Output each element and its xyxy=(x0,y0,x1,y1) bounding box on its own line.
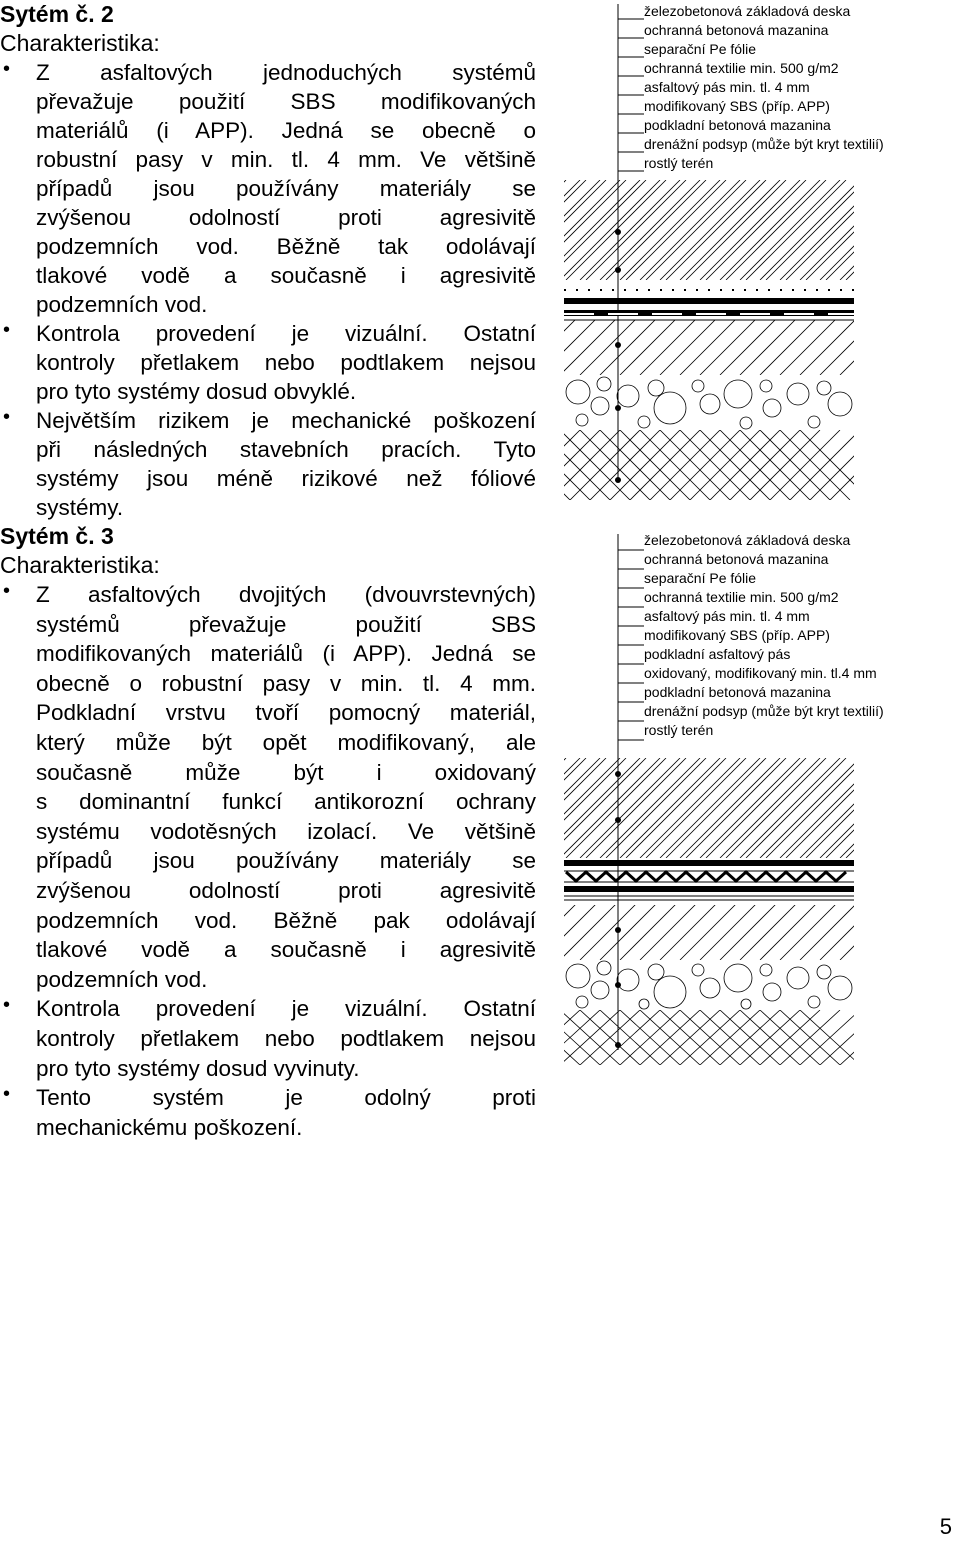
layer-label: podkladní betonová mazanina xyxy=(644,117,831,133)
system2-subheading: Charakteristika: xyxy=(0,30,160,56)
ground-layer xyxy=(560,430,900,500)
layer-label: železobetonová základová deska xyxy=(644,3,851,19)
layer-label: drenážní podsyp (může být kryt textilií) xyxy=(644,703,884,719)
membrane-layers xyxy=(564,290,854,320)
system2-bullet-list xyxy=(0,58,536,522)
layer-label: ochranná textilie min. 500 g/m2 xyxy=(644,60,839,76)
layer-label: železobetonová základová deska xyxy=(644,532,851,548)
layer-label: asfaltový pás min. tl. 4 mm xyxy=(644,608,810,624)
layer-label: oxidovaný, modifikovaný min. tl.4 mm xyxy=(644,665,877,681)
list-item: • Z asfaltových jednoduchých systémů převažuje použití SBS modifikovaných materiálů (i APP). Jedná se obecně o robustní pasy v min. tl. 4 mm. Ve většině případů jsou používány materiály se zvýšenou odolností proti agresivitě podzemních vod. Běžně tak odolávají tlakové vodě a současně i agresivitě podzemních vod. xyxy=(0,58,536,319)
layer-label: rostlý terén xyxy=(644,722,714,738)
layer-label: rostlý terén xyxy=(644,155,714,171)
membrane-layers xyxy=(564,860,854,900)
gravel-layer xyxy=(566,961,852,1009)
ground-layer xyxy=(560,1010,900,1065)
page-number: 5 xyxy=(939,1514,952,1539)
system2-layer-diagram xyxy=(560,0,960,505)
layer-label: ochranná betonová mazanina xyxy=(644,22,829,38)
text-column xyxy=(0,0,536,1142)
layer-label: separační Pe fólie xyxy=(644,570,757,586)
layer-label: modifikovaný SBS (příp. APP) xyxy=(644,98,830,114)
list-item: • Kontrola provedení je vizuální. Ostatní kontroly přetlakem nebo podtlakem nejsou pro tyto systémy dosud obvyklé. xyxy=(0,319,536,406)
layer-label: ochranná textilie min. 500 g/m2 xyxy=(644,589,839,605)
layer-label: podkladní betonová mazanina xyxy=(644,684,831,700)
layer-label: ochranná betonová mazanina xyxy=(644,551,829,567)
system3-subheading: Charakteristika: xyxy=(0,552,160,578)
list-item: • Kontrola provedení je vizuální. Ostatní kontroly přetlakem nebo podtlakem nejsou pro tyto systémy dosud vyvinuty. xyxy=(0,994,536,1083)
layer-label: asfaltový pás min. tl. 4 mm xyxy=(644,79,810,95)
layer-label: podkladní asfaltový pás xyxy=(644,646,791,662)
layer-label: modifikovaný SBS (příp. APP) xyxy=(644,627,830,643)
list-item: • Z asfaltových dvojitých (dvouvrstevných) systémů převažuje použití SBS modifikovaných materiálů (i APP). Jedná se obecně o robustní pasy v min. tl. 4 mm. Podkladní vrstvu tvoří pomocný materiál, který může být opět modifikovaný, ale současně může být i oxidovaný s dominantní funkcí antikorozní ochrany systému vodotěsných izolací. Ve většině případů jsou používány materiály se zvýšenou odolností proti agresivitě podzemních vod. Běžně pak odolávají tlakové vodě a současně i agresivitě podzemních vod. xyxy=(0,580,536,994)
layer-label: separační Pe fólie xyxy=(644,41,757,57)
system3-layer-diagram xyxy=(560,530,960,1070)
system3-bullet-list xyxy=(0,580,536,1142)
layer-label: drenážní podsyp (může být kryt textilií) xyxy=(644,136,884,152)
system3-heading: Sytém č. 3 xyxy=(0,523,114,549)
list-item: • Tento systém je odolný proti mechanickému poškození. xyxy=(0,1083,536,1142)
list-item: • Největším rizikem je mechanické poškození při následných stavebních pracích. Tyto systémy jsou méně rizikové než fóliové systémy. xyxy=(0,406,536,522)
gravel-layer xyxy=(566,377,852,429)
system2-heading: Sytém č. 2 xyxy=(0,1,114,27)
